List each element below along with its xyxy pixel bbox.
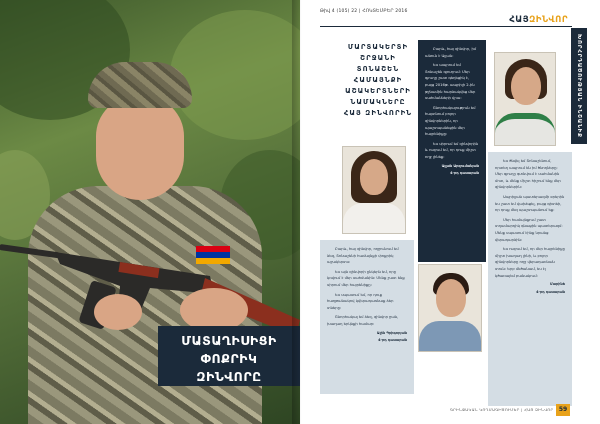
letter-1: [418, 40, 486, 262]
right-page: [300, 0, 600, 424]
left-caption: [158, 326, 300, 386]
letter-paragraph: Ապրիլյան պատերազմի օրերին ես շատ եմ վախեցել, բայց գիտեի, որ դուք մեզ պաշտպանում եք։: [495, 194, 565, 213]
page-number: 59: [556, 404, 570, 416]
photo-boy: [418, 264, 482, 352]
letter-paragraph: Ես ծնվել եմ Տոնաշենում, որտեղ ապրում են իմ ծնողները։ Մեր գյուղը գտնվում է սահմանին մոտ, և մենք միշտ հիշում ենք մեր զինվորներին։: [495, 159, 561, 190]
letter-paragraph: Ես սպասում եմ, որ դուք հաղթանակով կվերադառնաք ձեր տները։: [327, 292, 394, 310]
signature-grade: 4-րդ դասարան: [536, 289, 565, 294]
header-rule: [320, 26, 572, 27]
title-line: ՀԱՅ ԶԻՆՎՈՐԻՆ: [343, 109, 413, 117]
letter-paragraph: Բարև, հայ զինվոր, ողջունում եմ ձեզ, Տոնաշենի համայնքի փոքրիկ աշակերտս։: [327, 247, 399, 265]
logo-suffix: ԶԻՆՎՈՐ: [529, 15, 568, 25]
letter-paragraph: Բարև, հայ զինվոր, իմ անուն է Ալլան։: [425, 47, 477, 58]
signature-name: Ալլան Արզումանյան: [441, 163, 479, 168]
signature-name: Մարինե: [549, 282, 565, 287]
letter-paragraph: Ես ապրում եմ Տոնաշեն գյուղում։ Մեր գյուղը շատ գեղեցիկ է, բայց 2016թ. ապրիլի 2-ին թշնամին հարձակվեց մեր սահմանների վրա։: [425, 63, 476, 101]
title-line: ՀԱՄԱՅՆՔԻ: [353, 76, 403, 84]
magazine-logo: [509, 15, 568, 25]
boy-cap: [88, 62, 192, 108]
title-line: ԱՇԱԿԵՐՏՆԵՐԻ: [345, 87, 411, 95]
issue-info: Թիվ 4 (105) 22 | ՀՈԿՏԵՄԲԵՐ 2016: [320, 9, 408, 14]
photo-girl-2: [342, 146, 406, 234]
side-tab-label: ԽՈՐՀՐԴԱԾՈՒԹՅԱՆ ԻՆՇԱՆԻՔ: [576, 34, 582, 138]
section-side-tab: [571, 28, 587, 144]
signature-grade: 4-րդ դասարան: [378, 338, 407, 343]
title-line: ՄԱՐՏԱԿԵՐՏԻ: [347, 43, 409, 51]
title-line: ՆԱՄԱԿՆԵՐԸ: [350, 98, 406, 106]
letter-paragraph: Ես այն զինվորի ընկերն եմ, որը կռվում է մեր սահմանին։ Մենք շատ ենք սիրում մեր հայրենիքը։: [327, 269, 405, 287]
page-footer: ԳՐԻՆՋԱԿԱՆ ԿՈՂՄԱԳԻԾՈՒՄԵՐ | ՀԱՅ ԶԻՆՎՈՐ: [450, 407, 554, 412]
left-caption-line: ՓՈՔՐԻԿ: [200, 351, 258, 366]
letter-paragraph: Շնորհակալ եմ ձեզ, զինվոր ջան, խաղաղ երկնքի համար։: [327, 315, 399, 326]
letter-paragraph: Ես սիրում եմ զինվորին և ուզում եմ, որ դուք միշտ ողջ լինեք։: [425, 141, 479, 159]
letter-3: [488, 152, 572, 406]
letter-paragraph: Շնորհակալություն եմ հայտնում բոլոր զինվորներին, որ պաշտպանեցին մեր հայրենիքը։: [425, 105, 476, 137]
signature-grade: 4-րդ դասարան: [450, 171, 479, 175]
signature-name: Ալին Գրիգորյան: [376, 330, 407, 335]
left-caption-line: ԶԻՆՎՈՐԸ: [196, 369, 262, 384]
letter-2: [320, 240, 414, 394]
foliage: [170, 10, 300, 140]
photo-girl-1: [494, 52, 556, 146]
logo-prefix: ՀԱՅ: [509, 15, 530, 25]
left-caption-line: ՄԱՏԱՂԻՍԻՑԻ: [181, 333, 277, 348]
letter-paragraph: Մեր համայնքում շատ տղամարդիկ գնացին պատերազմ։ Մենք սպասում էինք նրանց վերադարձին։: [495, 217, 563, 242]
title-line: ՏՈՆԱՇԵՆ: [356, 65, 400, 73]
title-line: ՇՐՋԱՆԻ: [360, 54, 396, 62]
letter-paragraph: Ես ուզում եմ, որ մեր հայրենիքը միշտ խաղաղ լինի, և բոլոր զինվորները ողջ վերադառնան տուն։ Երբ մեծանամ, ես էլ կծառայեմ բանակում։: [495, 247, 565, 278]
boy-face: [96, 96, 184, 200]
